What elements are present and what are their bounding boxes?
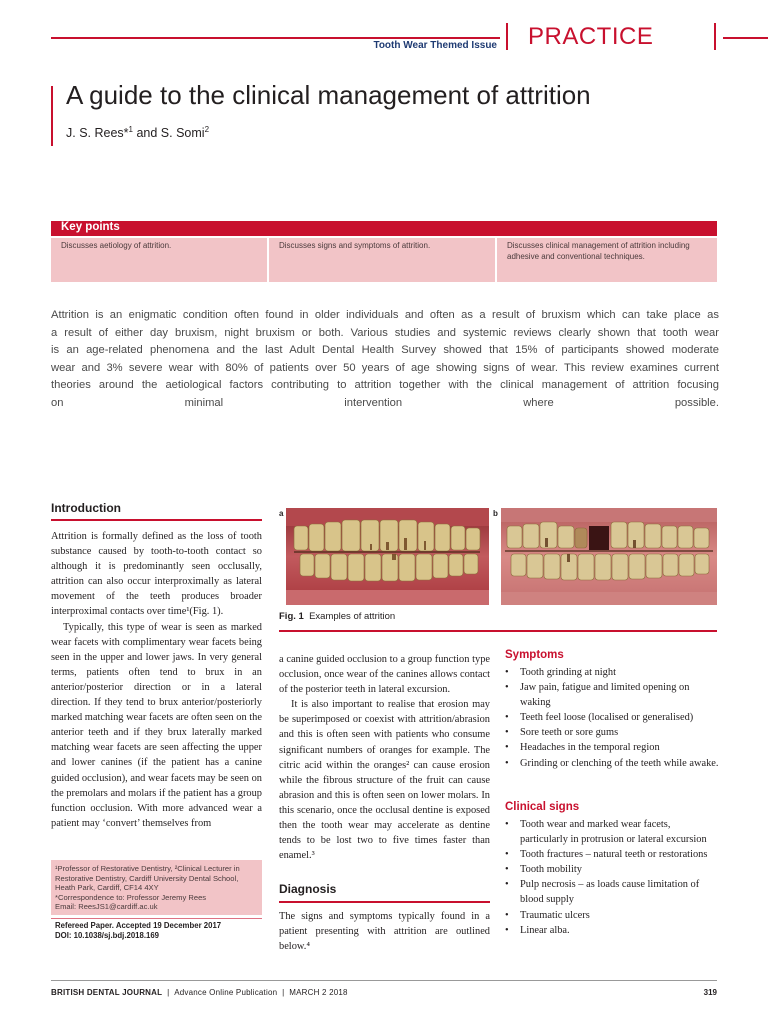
introduction-rule <box>51 519 262 521</box>
footer-rule <box>51 980 717 981</box>
symptoms-list <box>505 665 720 771</box>
abstract-line: wear and 3% severe wear with 80% of patients over 50 years of age showing signs of wear. This review examines current <box>51 361 719 374</box>
diagnosis-text: The signs and symptoms typically found in a patient presenting with attrition are outlined below.⁴ <box>279 911 490 953</box>
intro-paragraph-3: a canine guided occlusion to a group function type occlusion, once wear of the canines allows contact of the posterior teeth in lateral excursion. <box>279 654 490 696</box>
list-item: • Tooth mobility <box>505 862 720 877</box>
figure-photo-b <box>501 508 717 605</box>
list-item: • Tooth grinding at night <box>505 665 720 680</box>
diagnosis-heading: Diagnosis <box>279 882 337 896</box>
list-item: • Jaw pain, fatigue and limited opening on waking <box>505 680 720 710</box>
list-item: • Traumatic ulcers <box>505 908 720 923</box>
key-point-2: Discusses signs and symptoms of attrition. <box>269 238 495 282</box>
header-divider-1 <box>506 23 508 50</box>
symptoms-heading: Symptoms <box>505 649 564 661</box>
list-item: • Sore teeth or sore gums <box>505 725 720 740</box>
header-rule-right <box>723 37 768 39</box>
abstract-line: is an age-related phenomena and the last Adult Dental Health Survey showed that 15% of participants showed moderate <box>51 344 719 356</box>
header-rule-left <box>51 37 500 39</box>
key-point-1: Discusses aetiology of attrition. <box>51 238 267 282</box>
article-authors: J. S. Rees*$^1$ and S. Somi$^2$ <box>66 125 210 141</box>
intro-paragraph-2: Typically, this type of wear is seen as marked wear facets with complimentary wear facets being seen in the upper and lower jaws. In very general terms, patients often tend to brux in an anterior/posterior direction or in a lateral direction. If they tend to brux anterior/posteriorly marked matching wear facets are often seen on the anterior teeth and if they brux laterally marked matching wear facets are seen affecting the upper and lower canines (if the patient has a canine guided occlusion), and wear facets may be seen on the premolars and molars if the patient has a group function occlusion. With more advanced wear a patient may ‘convert’ themselves from <box>51 621 262 829</box>
referee-info: Refereed Paper. Accepted 19 December 2017 DOI: 10.1038/sj.bdj.2018.169 <box>55 921 222 940</box>
abstract-line: theories around the aetiological factors contributing to attrition together with the clinical management of attrition focusing <box>51 379 719 391</box>
list-item: • Tooth fractures – natural teeth or restorations <box>505 847 720 862</box>
intro-paragraph-1: Attrition is formally defined as the loss of tooth substance caused by tooth-to-tooth contact so although it is predominantly seen occlusally, attrition can also occur interproximally as lateral movement of the teeth produces broader interproximal contacts over time¹(Fig. 1). <box>51 531 262 618</box>
abstract <box>51 307 719 412</box>
introduction-column-2 <box>279 652 490 863</box>
title-bar <box>51 86 53 146</box>
clinical-signs-list <box>505 817 720 938</box>
key-point-3: Discusses clinical management of attrition including adhesive and conventional techniques. <box>497 238 717 282</box>
author-affiliations: ¹Professor of Restorative Dentistry, ²Clinical Lecturer in Restorative Dentistry, Cardiff University Dental School, Heath Park, Cardiff, CF14 4XY *Correspondence to: Professor Jeremy Rees Email: ReesJS1@cardiff.ac.uk <box>51 860 262 915</box>
abstract-line: Attrition is an enigmatic condition often found in older individuals and often as a result of bruxism which can take place as <box>51 309 719 321</box>
affiliations-rule <box>51 918 262 919</box>
diagnosis-rule <box>279 901 490 903</box>
figure-caption: Fig. 1 Examples of attrition <box>279 611 396 622</box>
list-item: • Linear alba. <box>505 923 720 938</box>
figure-panel-a-label: a <box>279 509 284 518</box>
list-item: • Grinding or clenching of the teeth while awake. <box>505 756 720 771</box>
section-label: PRACTICE <box>528 23 654 50</box>
intro-paragraph-4: It is also important to realise that erosion may be superimposed or coexist with attrition/abrasion and this is often seen with patients who consume significant numbers of oranges for example. The citric acid within the oranges² can cause erosion while the fibrous structure of the fruit can cause abrasion and this is often seen on lower molars. In this scenario, once the occlusal dentine is exposed then the tooth wear may accelerate as dentine tends to be lost two to five times faster than enamel.³ <box>279 699 490 862</box>
list-item: • Pulp necrosis – as loads cause limitation of blood supply <box>505 877 720 907</box>
list-item: • Headaches in the temporal region <box>505 740 720 755</box>
article-title: A guide to the clinical management of attrition <box>66 80 591 110</box>
themed-issue-label: Tooth Wear Themed Issue <box>373 40 497 51</box>
abstract-line: on minimal intervention where possible. <box>51 396 719 409</box>
page-number: 319 <box>703 988 717 997</box>
key-points-header: Key points <box>51 221 717 236</box>
abstract-line: a result of either day bruxism, night bruxism or both. Various studies and systemic reviews clearly shown that tooth wear <box>51 326 719 339</box>
introduction-heading: Introduction <box>51 501 121 515</box>
list-item: • Teeth feel loose (localised or generalised) <box>505 710 720 725</box>
header-divider-2 <box>714 23 716 50</box>
figure-photo-a <box>286 508 489 605</box>
footer-journal-info: BRITISH DENTAL JOURNAL | Advance Online Publication | MARCH 2 2018 <box>51 988 348 997</box>
introduction-column-1 <box>51 529 262 831</box>
figure-panel-b-label: b <box>493 509 498 518</box>
figure-rule <box>279 630 717 632</box>
clinical-signs-heading: Clinical signs <box>505 801 580 813</box>
list-item: • Tooth wear and marked wear facets, particularly in protrusion or lateral excursion <box>505 817 720 847</box>
